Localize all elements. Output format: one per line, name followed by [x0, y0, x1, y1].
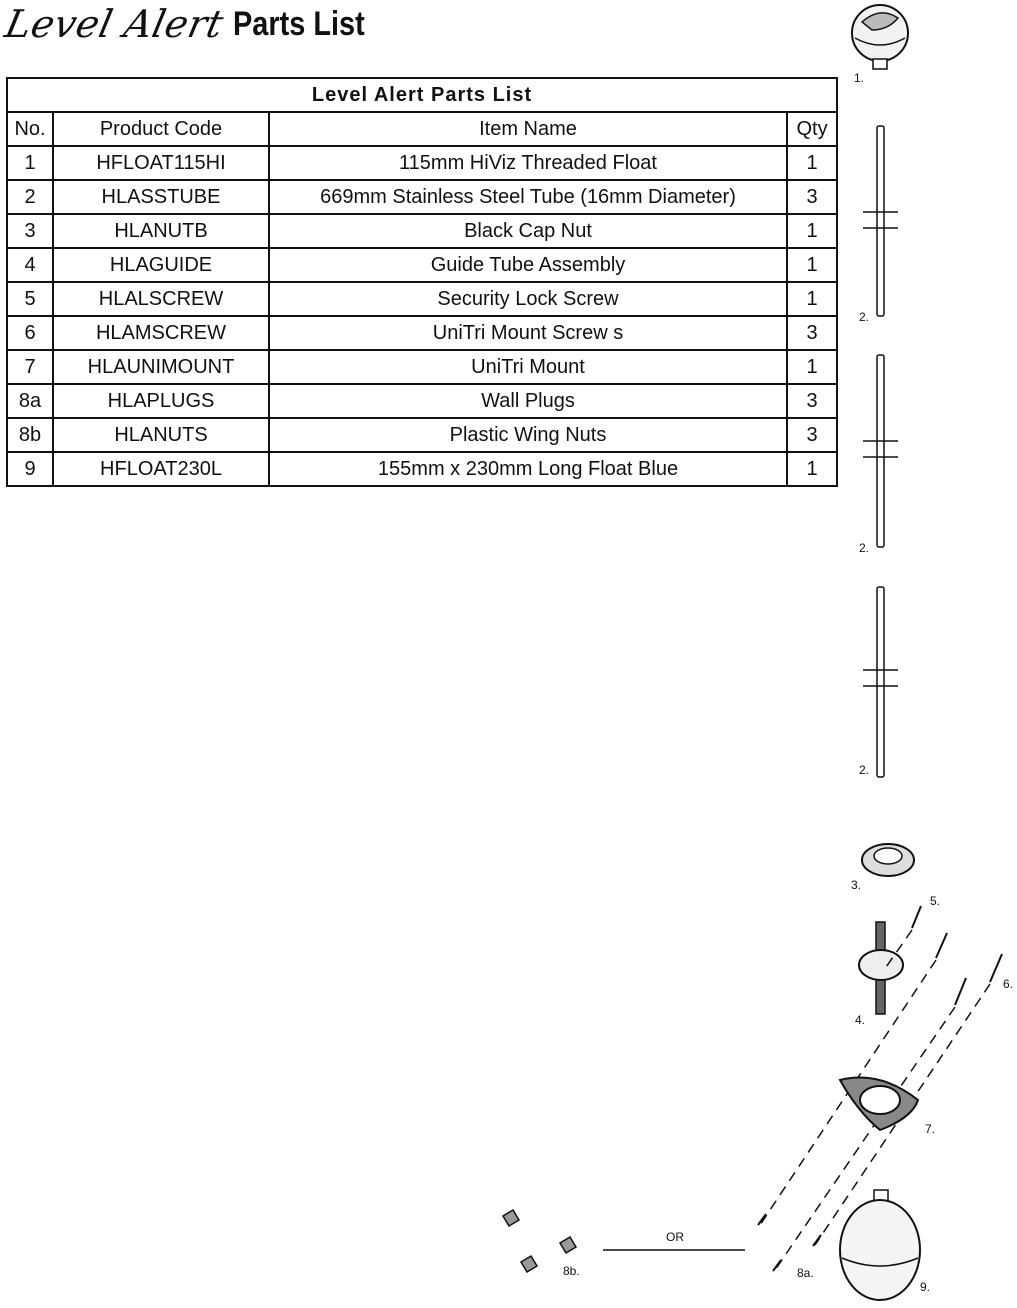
table-row: [7, 180, 837, 214]
cell-no: 6: [7, 316, 53, 350]
table-row: [7, 350, 837, 384]
label-5: 5.: [930, 894, 941, 908]
table-row: [7, 452, 837, 486]
cell-item: Wall Plugs: [269, 384, 787, 418]
cell-no: 2: [7, 180, 53, 214]
cell-item: Black Cap Nut: [269, 214, 787, 248]
cell-item: 115mm HiViz Threaded Float: [269, 146, 787, 180]
long-float-icon: [840, 1190, 920, 1300]
table-row: [7, 282, 837, 316]
parts-table: [6, 77, 838, 487]
cell-code: HLAUNIMOUNT: [53, 350, 269, 384]
cell-qty: 1: [787, 248, 837, 282]
label-8b: 8b.: [563, 1264, 580, 1278]
table-title: Level Alert Parts List: [7, 78, 837, 112]
cell-no: 9: [7, 452, 53, 486]
cell-qty: 1: [787, 146, 837, 180]
cell-no: 3: [7, 214, 53, 248]
cell-item: Security Lock Screw: [269, 282, 787, 316]
label-2: 2.: [859, 541, 870, 555]
cell-item: Plastic Wing Nuts: [269, 418, 787, 452]
cell-no: 1: [7, 146, 53, 180]
brand-logo: Level Alert: [1, 2, 228, 46]
label-7: 7.: [925, 1122, 936, 1136]
column-header: No.: [7, 112, 53, 146]
screw-icon: [912, 906, 1002, 1005]
guide-tube-icon: [859, 922, 903, 1014]
table-row: [7, 316, 837, 350]
page-title: Parts List: [232, 4, 365, 43]
cell-qty: 3: [787, 180, 837, 214]
cell-code: HFLOAT230L: [53, 452, 269, 486]
cell-code: HLALSCREW: [53, 282, 269, 316]
tube-icon: [863, 355, 898, 547]
table-row: [7, 146, 837, 180]
table-row: [7, 248, 837, 282]
cell-no: 8a: [7, 384, 53, 418]
label-1: 1.: [854, 71, 865, 85]
or-label: OR: [666, 1230, 684, 1244]
cell-item: 155mm x 230mm Long Float Blue: [269, 452, 787, 486]
tube-icon: [863, 126, 898, 316]
cell-code: HLASSTUBE: [53, 180, 269, 214]
tube-icon: [863, 587, 898, 777]
unitri-mount-icon: [840, 1078, 918, 1131]
cell-no: 5: [7, 282, 53, 316]
cell-code: HLANUTS: [53, 418, 269, 452]
cell-code: HLAGUIDE: [53, 248, 269, 282]
table-header-row: [7, 112, 837, 146]
label-3: 3.: [851, 878, 862, 892]
float-ball-icon: [852, 5, 908, 69]
label-2: 2.: [859, 310, 870, 324]
cell-code: HLANUTB: [53, 214, 269, 248]
cell-qty: 1: [787, 214, 837, 248]
cap-nut-icon: [862, 844, 914, 876]
cell-item: UniTri Mount: [269, 350, 787, 384]
cell-qty: 3: [787, 418, 837, 452]
table-row: [7, 384, 837, 418]
column-header: Product Code: [53, 112, 269, 146]
cell-no: 4: [7, 248, 53, 282]
cell-code: HFLOAT115HI: [53, 146, 269, 180]
column-header: Qty: [787, 112, 837, 146]
table-row: [7, 418, 837, 452]
cell-qty: 3: [787, 384, 837, 418]
cell-item: 669mm Stainless Steel Tube (16mm Diameter): [269, 180, 787, 214]
cell-item: Guide Tube Assembly: [269, 248, 787, 282]
dashed-leader-lines: [760, 930, 990, 1270]
cell-item: UniTri Mount Screw s: [269, 316, 787, 350]
cell-code: HLAPLUGS: [53, 384, 269, 418]
label-6: 6.: [1003, 977, 1014, 991]
label-8a: 8a.: [797, 1266, 814, 1280]
cell-no: 8b: [7, 418, 53, 452]
wing-nut-icon: [503, 1210, 576, 1272]
wall-plug-icon: [758, 1214, 821, 1271]
cell-qty: 1: [787, 350, 837, 384]
table-row: [7, 214, 837, 248]
cell-no: 7: [7, 350, 53, 384]
cell-qty: 3: [787, 316, 837, 350]
label-4: 4.: [855, 1013, 866, 1027]
column-header: Item Name: [269, 112, 787, 146]
label-9: 9.: [920, 1280, 931, 1294]
page-header: [1, 0, 388, 48]
cell-qty: 1: [787, 452, 837, 486]
cell-code: HLAMSCREW: [53, 316, 269, 350]
label-2: 2.: [859, 763, 870, 777]
cell-qty: 1: [787, 282, 837, 316]
